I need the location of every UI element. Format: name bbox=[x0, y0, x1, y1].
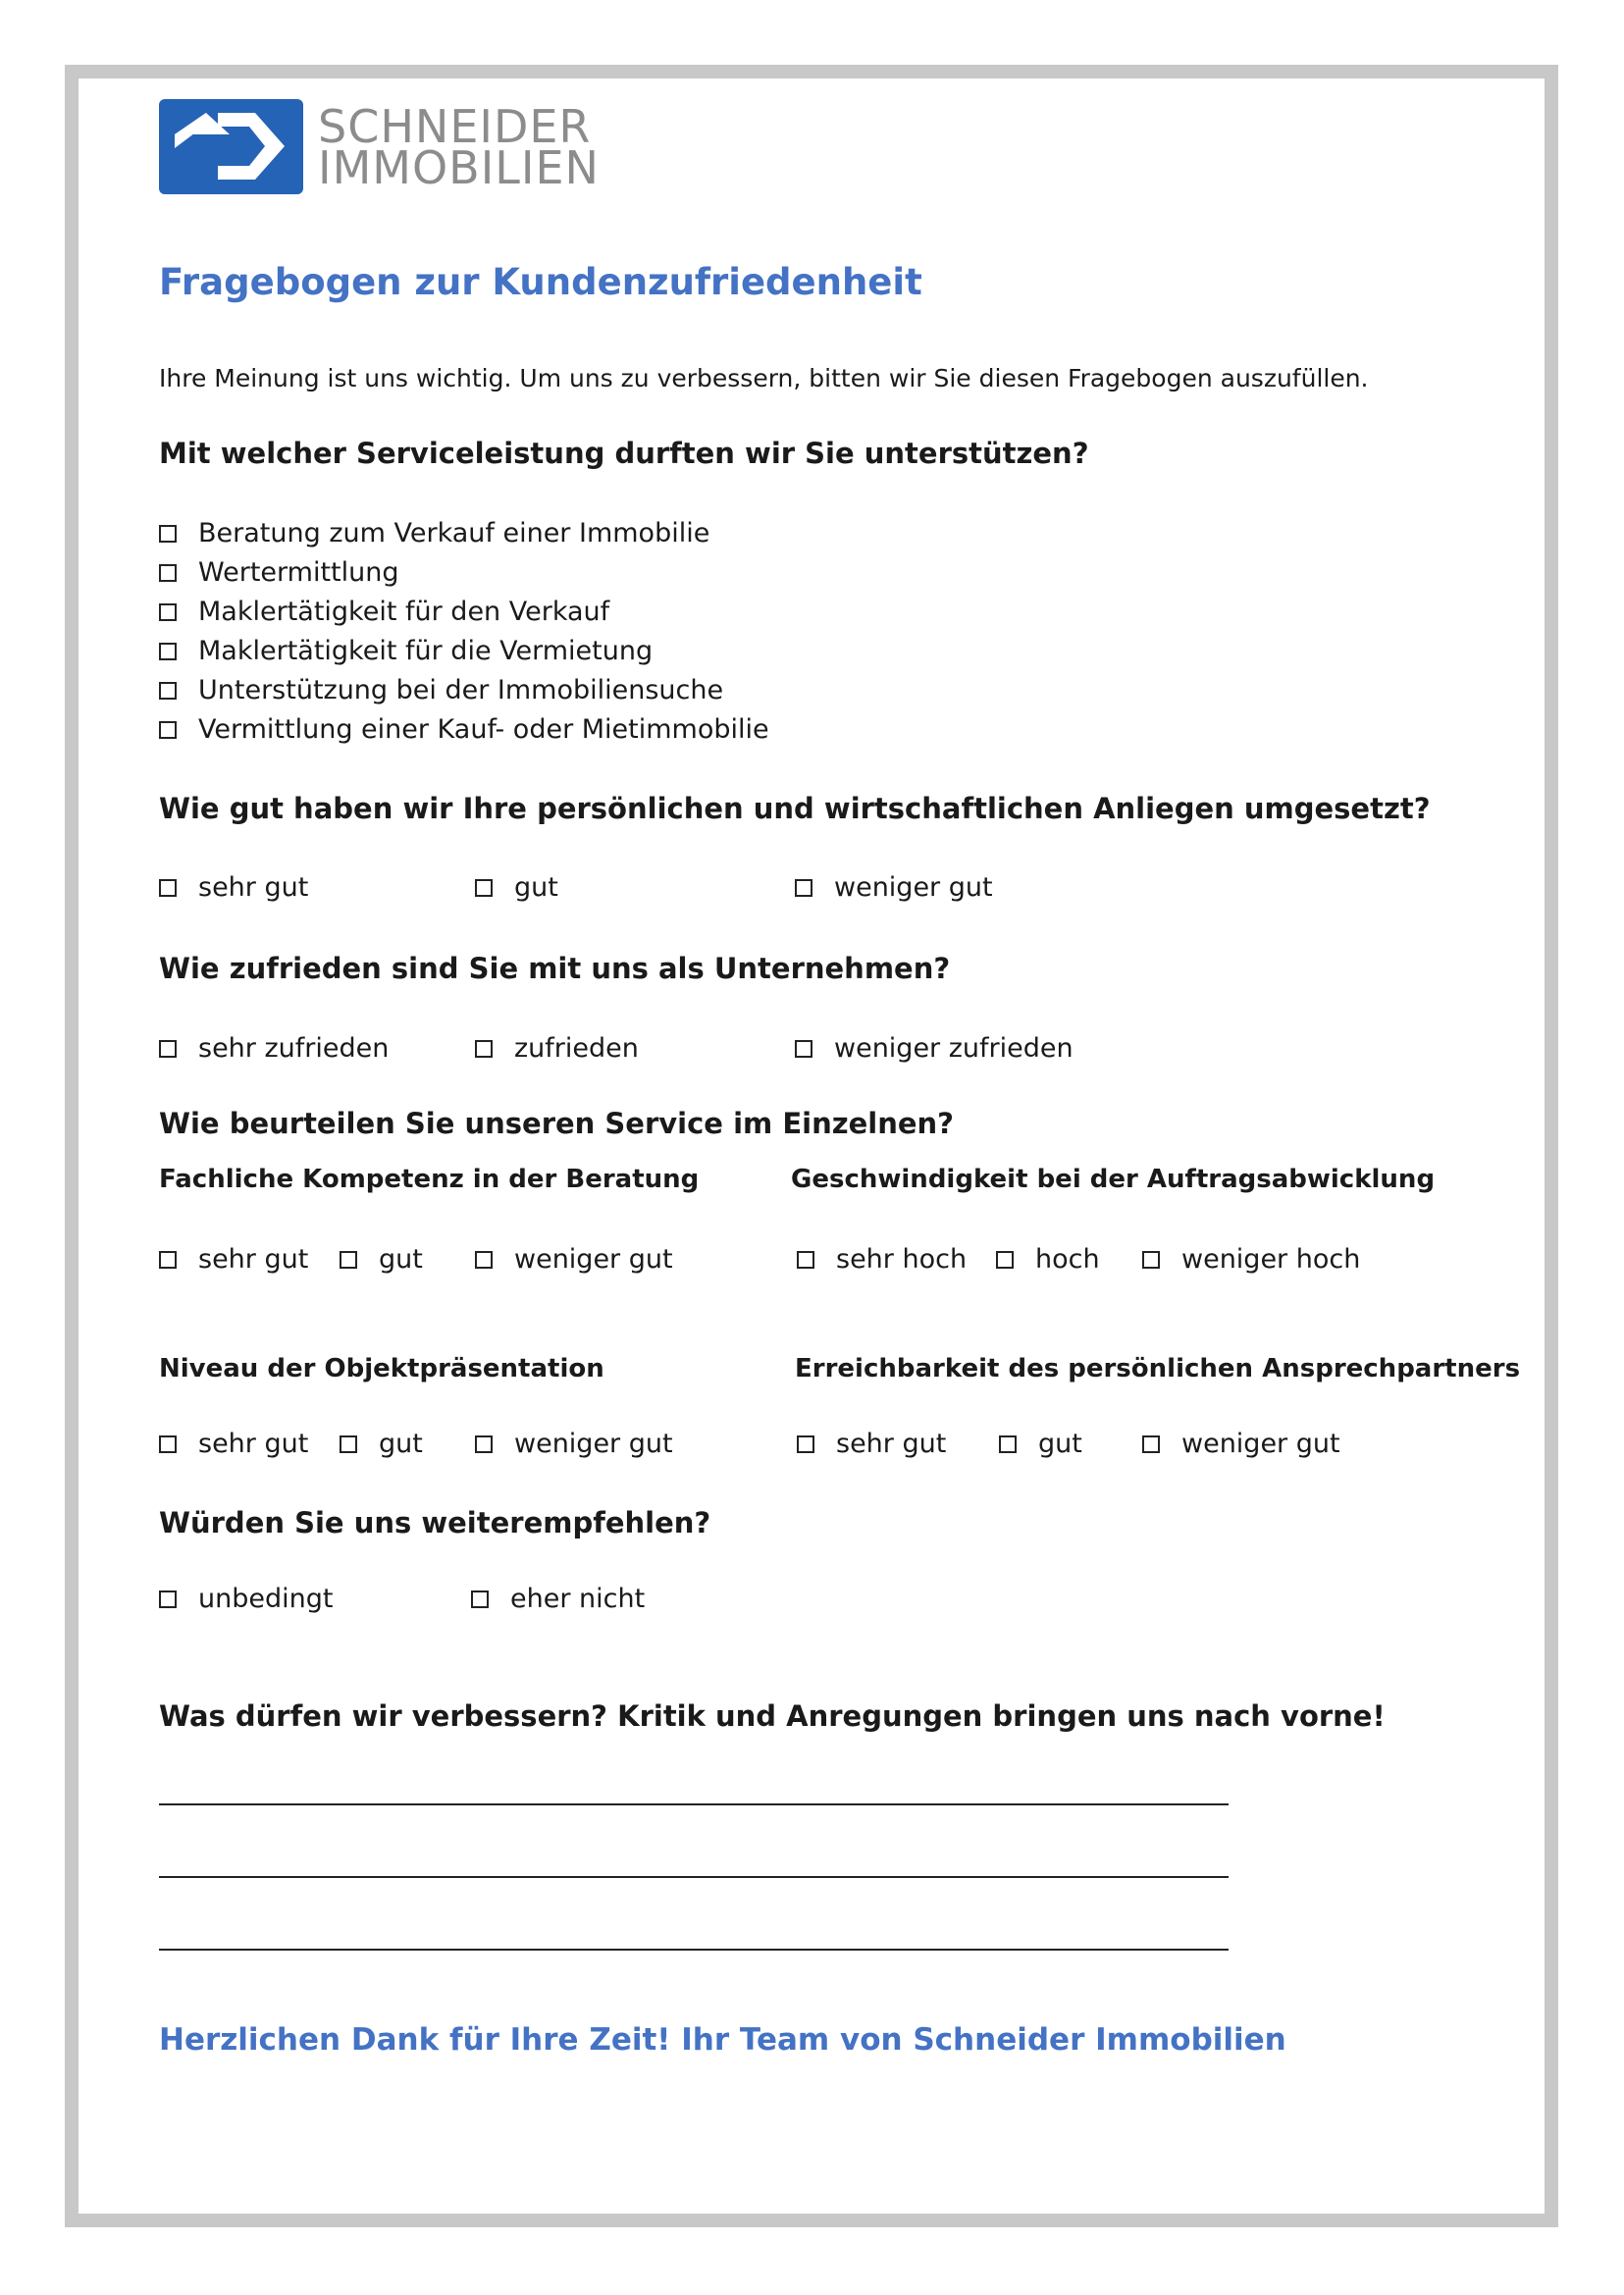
option-pres-2[interactable]: gut bbox=[340, 1429, 423, 1459]
question-implementation: Wie gut haben wir Ihre persönlichen und wirtschaftlichen Anliegen umgesetzt? bbox=[159, 792, 1431, 825]
checkbox[interactable] bbox=[996, 1251, 1014, 1269]
option-sat-1[interactable]: sehr zufrieden bbox=[159, 1033, 389, 1064]
checkbox[interactable] bbox=[340, 1251, 357, 1269]
checkbox[interactable] bbox=[159, 682, 177, 700]
option-pres-1[interactable]: sehr gut bbox=[159, 1429, 308, 1459]
checkbox[interactable] bbox=[159, 1251, 177, 1269]
option-service-4[interactable]: Maklertätigkeit für die Vermietung bbox=[159, 636, 653, 666]
page-title: Fragebogen zur Kundenzufriedenheit bbox=[159, 261, 922, 303]
checkbox[interactable] bbox=[475, 1251, 493, 1269]
answer-line-3[interactable] bbox=[159, 1949, 1229, 1951]
option-service-3[interactable]: Maklertätigkeit für den Verkauf bbox=[159, 597, 609, 627]
option-service-6[interactable]: Vermittlung einer Kauf- oder Mietimmobilie bbox=[159, 714, 769, 745]
checkbox[interactable] bbox=[159, 721, 177, 739]
checkbox[interactable] bbox=[471, 1591, 489, 1608]
checkbox[interactable] bbox=[475, 879, 493, 897]
checkbox[interactable] bbox=[475, 1435, 493, 1453]
option-service-1[interactable]: Beratung zum Verkauf einer Immobilie bbox=[159, 518, 709, 548]
option-reach-2[interactable]: gut bbox=[999, 1429, 1082, 1459]
question-satisfaction: Wie zufrieden sind Sie mit uns als Unternehmen? bbox=[159, 952, 951, 985]
checkbox[interactable] bbox=[340, 1435, 357, 1453]
option-comp-1[interactable]: sehr gut bbox=[159, 1244, 308, 1275]
checkbox[interactable] bbox=[795, 879, 812, 897]
logo-icon bbox=[159, 99, 303, 194]
option-sat-2[interactable]: zufrieden bbox=[475, 1033, 639, 1064]
question-service-detail: Wie beurteilen Sie unseren Service im Einzelnen? bbox=[159, 1107, 954, 1140]
thanks-text: Herzlichen Dank für Ihre Zeit! Ihr Team von Schneider Immobilien bbox=[159, 2022, 1286, 2058]
checkbox[interactable] bbox=[159, 1435, 177, 1453]
checkbox[interactable] bbox=[159, 603, 177, 621]
option-speed-1[interactable]: sehr hoch bbox=[797, 1244, 967, 1275]
question-recommend: Würden Sie uns weiterempfehlen? bbox=[159, 1506, 711, 1539]
option-service-5[interactable]: Unterstützung bei der Immobiliensuche bbox=[159, 675, 723, 705]
option-service-2[interactable]: Wertermittlung bbox=[159, 557, 399, 588]
checkbox[interactable] bbox=[159, 879, 177, 897]
checkbox[interactable] bbox=[1142, 1435, 1160, 1453]
checkbox[interactable] bbox=[999, 1435, 1017, 1453]
option-impl-2[interactable]: gut bbox=[475, 872, 558, 903]
sub-question-competence: Fachliche Kompetenz in der Beratung bbox=[159, 1165, 700, 1194]
checkbox[interactable] bbox=[159, 643, 177, 660]
option-reach-3[interactable]: weniger gut bbox=[1142, 1429, 1340, 1459]
sub-question-presentation: Niveau der Objektpräsentation bbox=[159, 1354, 604, 1383]
option-recommend-2[interactable]: eher nicht bbox=[471, 1584, 645, 1614]
logo-line-1: SCHNEIDER bbox=[318, 100, 592, 153]
checkbox[interactable] bbox=[797, 1435, 814, 1453]
option-pres-3[interactable]: weniger gut bbox=[475, 1429, 673, 1459]
option-reach-1[interactable]: sehr gut bbox=[797, 1429, 946, 1459]
question-service: Mit welcher Serviceleistung durften wir Sie unterstützen? bbox=[159, 437, 1089, 470]
checkbox[interactable] bbox=[159, 525, 177, 543]
option-impl-3[interactable]: weniger gut bbox=[795, 872, 993, 903]
option-recommend-1[interactable]: unbedingt bbox=[159, 1584, 333, 1614]
question-improve: Was dürfen wir verbessern? Kritik und Anregungen bringen uns nach vorne! bbox=[159, 1699, 1386, 1733]
option-comp-3[interactable]: weniger gut bbox=[475, 1244, 673, 1275]
option-sat-3[interactable]: weniger zufrieden bbox=[795, 1033, 1074, 1064]
sub-question-reachability: Erreichbarkeit des persönlichen Ansprechpartners bbox=[795, 1354, 1521, 1383]
intro-text: Ihre Meinung ist uns wichtig. Um uns zu verbessern, bitten wir Sie diesen Fragebogen auszufüllen. bbox=[159, 364, 1369, 392]
answer-line-2[interactable] bbox=[159, 1876, 1229, 1878]
logo-line-2: IMMOBILIEN bbox=[318, 141, 600, 194]
checkbox[interactable] bbox=[795, 1040, 812, 1058]
checkbox[interactable] bbox=[159, 1040, 177, 1058]
checkbox[interactable] bbox=[797, 1251, 814, 1269]
checkbox[interactable] bbox=[159, 564, 177, 582]
answer-line-1[interactable] bbox=[159, 1803, 1229, 1805]
option-impl-1[interactable]: sehr gut bbox=[159, 872, 308, 903]
checkbox[interactable] bbox=[475, 1040, 493, 1058]
checkbox[interactable] bbox=[159, 1591, 177, 1608]
checkbox[interactable] bbox=[1142, 1251, 1160, 1269]
option-speed-3[interactable]: weniger hoch bbox=[1142, 1244, 1360, 1275]
sub-question-speed: Geschwindigkeit bei der Auftragsabwicklung bbox=[791, 1165, 1436, 1194]
logo-wordmark bbox=[318, 100, 600, 194]
option-comp-2[interactable]: gut bbox=[340, 1244, 423, 1275]
option-speed-2[interactable]: hoch bbox=[996, 1244, 1100, 1275]
